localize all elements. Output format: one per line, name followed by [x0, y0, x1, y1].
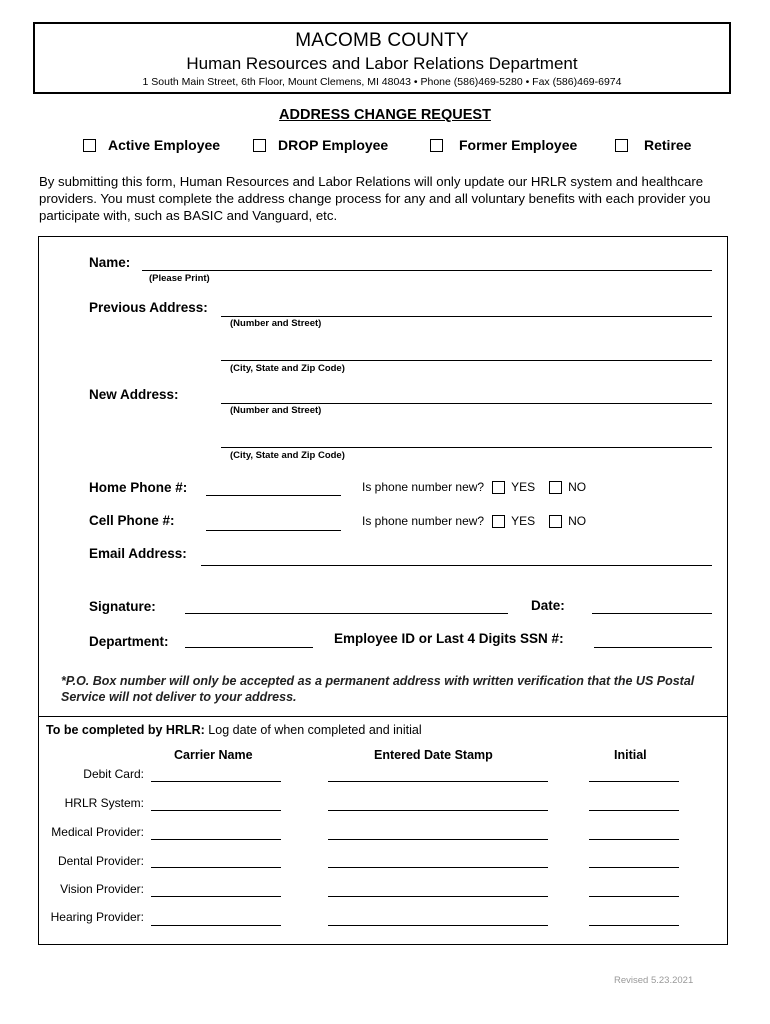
vision-provider-label: Vision Provider:	[60, 882, 144, 896]
debit-card-label: Debit Card:	[83, 767, 144, 781]
dental-carrier-field[interactable]	[151, 867, 281, 868]
yes-label: YES	[511, 480, 536, 494]
department-title: Human Resources and Labor Relations Department	[186, 54, 578, 73]
hearing-date-field[interactable]	[328, 925, 548, 926]
po-box-note: *P.O. Box number will only be accepted as a permanent address with written verification that the US Postal Service will not deliver to your address.	[61, 674, 695, 704]
hrlr-intro-bold: To be completed by HRLR:	[46, 723, 205, 737]
form-title: ADDRESS CHANGE REQUEST	[279, 107, 491, 123]
date-field[interactable]	[592, 613, 712, 614]
hrlr-system-label: HRLR System:	[64, 796, 144, 810]
active-employee-checkbox[interactable]	[83, 139, 96, 152]
new-city-hint: (City, State and Zip Code)	[230, 450, 345, 461]
hrlr-system-carrier-field[interactable]	[151, 810, 281, 811]
hearing-carrier-field[interactable]	[151, 925, 281, 926]
medical-carrier-field[interactable]	[151, 839, 281, 840]
previous-street-hint: (Number and Street)	[230, 318, 322, 329]
employee-type-label: Active Employee	[108, 137, 221, 153]
home-phone-no-checkbox[interactable]	[549, 481, 562, 494]
cell-phone-new-question	[362, 514, 586, 528]
hrlr-system-date-field[interactable]	[328, 810, 548, 811]
entered-date-header: Entered Date Stamp	[374, 748, 493, 762]
address-form-box	[38, 236, 728, 717]
phone-question-text: Is phone number new?	[362, 480, 485, 494]
previous-address-city-field[interactable]	[221, 360, 712, 361]
cell-phone-no-checkbox[interactable]	[549, 515, 562, 528]
previous-city-hint: (City, State and Zip Code)	[230, 363, 345, 374]
home-phone-new-question	[362, 480, 586, 494]
email-label: Email Address:	[89, 546, 187, 561]
phone-question-text: Is phone number new?	[362, 514, 485, 528]
name-field[interactable]	[142, 270, 712, 271]
former-employee-checkbox[interactable]	[430, 139, 443, 152]
employee-type-label: Retiree	[644, 137, 692, 153]
county-title: MACOMB COUNTY	[295, 30, 469, 51]
dental-date-field[interactable]	[328, 867, 548, 868]
department-field[interactable]	[185, 647, 313, 648]
name-label: Name:	[89, 255, 131, 270]
email-field[interactable]	[201, 565, 712, 566]
hrlr-intro	[46, 723, 422, 737]
hrlr-section	[38, 717, 728, 945]
new-street-hint: (Number and Street)	[230, 405, 322, 416]
medical-initial-field[interactable]	[589, 839, 679, 840]
vision-date-field[interactable]	[328, 896, 548, 897]
medical-provider-label: Medical Provider:	[51, 825, 144, 839]
new-address-label: New Address:	[89, 387, 179, 402]
employee-type-drop[interactable]	[253, 137, 388, 153]
medical-date-field[interactable]	[328, 839, 548, 840]
employee-type-former[interactable]	[430, 137, 577, 153]
department-label: Department:	[89, 634, 169, 649]
employee-type-label: DROP Employee	[278, 137, 389, 153]
no-label: NO	[568, 514, 587, 528]
hearing-initial-field[interactable]	[589, 925, 679, 926]
home-phone-yes-checkbox[interactable]	[492, 481, 505, 494]
cell-phone-field[interactable]	[206, 530, 341, 531]
hrlr-intro-text: Log date of when completed and initial	[204, 723, 422, 737]
previous-address-label: Previous Address:	[89, 300, 208, 315]
debit-card-initial-field[interactable]	[589, 781, 679, 782]
employee-type-active[interactable]	[83, 137, 220, 153]
new-address-street-field[interactable]	[221, 403, 712, 404]
vision-initial-field[interactable]	[589, 896, 679, 897]
employee-id-field[interactable]	[594, 647, 712, 648]
intro-paragraph: By submitting this form, Human Resources and Labor Relations will only update our HRLR system and healthcare providers. You must complete the address change process for any and all voluntary benefits with each provider you participate with, such as BASIC and Vanguard, etc.	[39, 174, 711, 223]
previous-address-street-field[interactable]	[221, 316, 712, 317]
date-label: Date:	[531, 598, 565, 613]
debit-card-carrier-field[interactable]	[151, 781, 281, 782]
carrier-name-header: Carrier Name	[174, 748, 253, 762]
home-phone-label: Home Phone #:	[89, 480, 188, 495]
department-address: 1 South Main Street, 6th Floor, Mount Clemens, MI 48043 • Phone (586)469-5280 • Fax (586)469-6974	[142, 76, 622, 88]
retiree-checkbox[interactable]	[615, 139, 628, 152]
debit-card-date-field[interactable]	[328, 781, 548, 782]
signature-label: Signature:	[89, 599, 156, 614]
hearing-provider-label: Hearing Provider:	[50, 910, 144, 924]
hrlr-system-initial-field[interactable]	[589, 810, 679, 811]
cell-phone-label: Cell Phone #:	[89, 513, 175, 528]
yes-label: YES	[511, 514, 536, 528]
cell-phone-yes-checkbox[interactable]	[492, 515, 505, 528]
employee-type-retiree[interactable]	[615, 137, 691, 153]
dental-initial-field[interactable]	[589, 867, 679, 868]
new-address-city-field[interactable]	[221, 447, 712, 448]
name-hint: (Please Print)	[149, 273, 210, 284]
home-phone-field[interactable]	[206, 495, 341, 496]
no-label: NO	[568, 480, 587, 494]
signature-field[interactable]	[185, 613, 508, 614]
drop-employee-checkbox[interactable]	[253, 139, 266, 152]
revision-date: Revised 5.23.2021	[614, 975, 694, 986]
initial-header: Initial	[614, 748, 647, 762]
vision-carrier-field[interactable]	[151, 896, 281, 897]
employee-id-label: Employee ID or Last 4 Digits SSN #:	[334, 631, 564, 646]
employee-type-group	[0, 137, 770, 157]
header-box	[33, 22, 731, 94]
employee-type-label: Former Employee	[459, 137, 578, 153]
dental-provider-label: Dental Provider:	[57, 854, 144, 868]
